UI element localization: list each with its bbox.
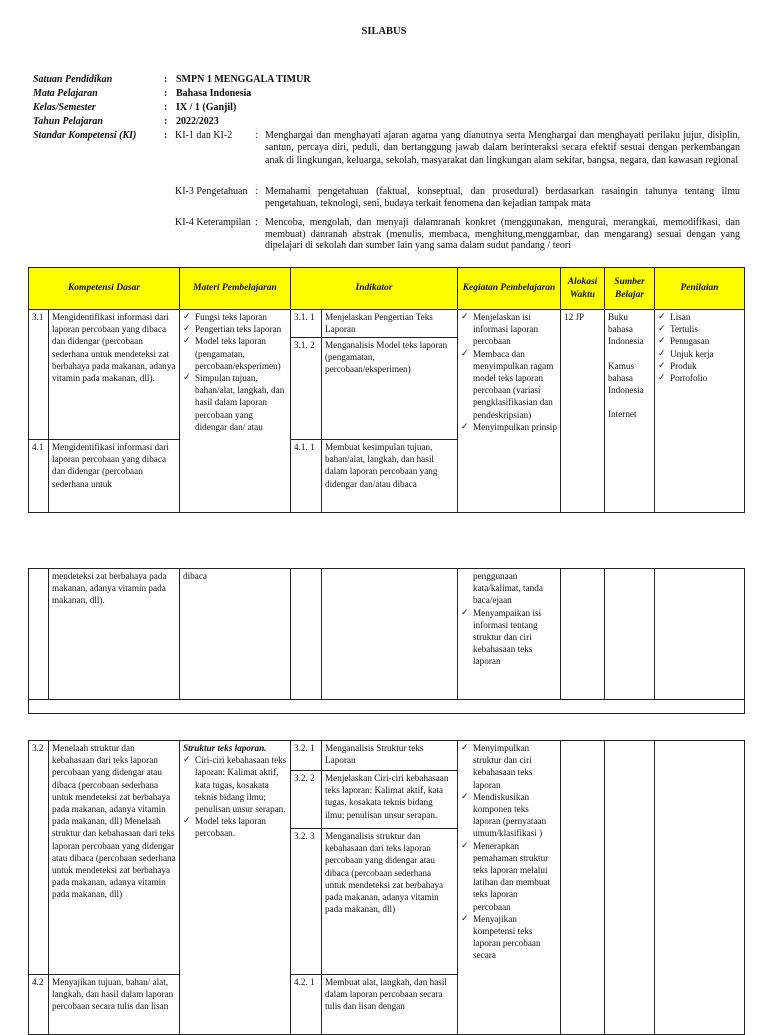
list-item: ✓ Menjelaskan isi informasi laporan percobaan — [461, 311, 557, 348]
list-item: ✓ Penugasan — [658, 335, 741, 347]
list-item: ✓ Menerapkan pemahaman struktur teks laporan melalui latihan dan membuat teks laporan percobaan — [461, 840, 557, 913]
kd-text: Mengidentifikasi informasi dari laporan percobaan yang dibaca dan didengar (percobaan sederhana untuk mendeteksi zat berbahaya pada makanan, adanya vitamin pada makanan, dll). — [49, 310, 180, 440]
kd-number: 3.1 — [29, 310, 49, 440]
header-indikator: Indikator — [291, 268, 458, 310]
sumber-item: Internet — [608, 409, 637, 420]
list-item: ✓ Model teks laporan percobaan. — [183, 815, 287, 839]
syllabus-table-1 — [28, 267, 745, 513]
kd-text: Menelaah struktur dan kebahasaan dari teks laporan percobaan yang didengar atau dibaca (percobaan sederhana untuk mendeteksi zat berbahaya pada makanan, adanya vitamin pada makanan, dll) Menelaah struktur dan kebahasaan dari teks laporan percobaan yang didengar atau dibaca (percobaan sederhana untuk mendeteksi zat berbahaya pada makanan, adanya vitamin pada makanan, dll) — [49, 741, 180, 975]
list-item: ✓ Menyampaikan isi informasi tentang struktur dan ciri kebahasaan teks laporan — [461, 607, 557, 668]
table-row — [29, 741, 745, 771]
kd-text: Menyajikan tujuan, bahan/ alat, langkah, dan hasil dalam laporan percobaan secara tulis dan lisan — [49, 975, 180, 1035]
kd-text: Mengidentifikasi informasi dari laporan percobaan yang dibaca dan didengar (percobaan sederhana untuk — [49, 440, 180, 513]
materi-cell — [180, 310, 291, 513]
header-kegiatan: Kegiatan Pembelajaran — [458, 268, 561, 310]
ki-label: KI-4 Keterampilan — [175, 217, 251, 228]
list-item: ✓ Portofolio — [658, 372, 741, 384]
indikator-number: 3.1. 2 — [291, 338, 322, 440]
ki-text: Memahami pengetahuan (faktual, konseptual, dan prosedural) berdasarkan rasaingin tahunya tentang ilmu pengetahuan, teknologi, seni, budaya terkait fenomena dan kejadian tampak mata — [265, 186, 740, 210]
indikator-number: 3.2. 2 — [291, 771, 322, 829]
indikator-text: Membuat kesimpulan tujuan, bahan/alat, langkah, dan hasil dalam laporan percobaan yang didengar dan/atau dibaca — [322, 440, 458, 513]
header-penilaian: Penilaian — [655, 268, 745, 310]
kegiatan-cell — [458, 569, 561, 700]
ident-value: 2022/2023 — [176, 116, 219, 127]
header-materi: Materi Pembelajaran — [180, 268, 291, 310]
materi-cell: dibaca — [180, 569, 291, 700]
syllabus-table-3 — [28, 740, 745, 1035]
ident-label: Satuan Pendidikan — [33, 74, 113, 85]
indikator-text: Menganalisis Struktur teks Laporan — [322, 741, 458, 771]
ident-label: Kelas/Semester — [33, 102, 96, 113]
syllabus-table-2 — [28, 568, 745, 714]
kegiatan-cell — [458, 741, 561, 1035]
list-item: ✓ Tertulis — [658, 323, 741, 335]
indikator-number: 3.1. 1 — [291, 310, 322, 338]
table-row — [29, 569, 745, 700]
materi-cell — [180, 741, 291, 1035]
list-item: ✓ Pengertian teks laporan — [183, 323, 287, 335]
list-item: ✓ Produk — [658, 360, 741, 372]
header-kd: Kompetensi Dasar — [29, 268, 180, 310]
ident-row-class: Kelas/Semester : IX / 1 (Ganjil) — [33, 102, 237, 113]
indikator-number: 4.2. 1 — [291, 975, 322, 1035]
kegiatan-text: penggunaan kata/kalimat, tanda baca/ejaan — [473, 571, 543, 606]
header-alokasi: Alokasi Waktu — [561, 268, 605, 310]
list-item: ✓ Lisan — [658, 311, 741, 323]
ident-label: Mata Pelajaran — [33, 88, 98, 99]
ki-row-4: KI-4 Keterampilan : Mencoba, mengolah, dan menyaji dalamranah konkret (menggunakan, mengurai, merangkai, memodifikasi, dan membuat) danranah abstrak (menulis, membaca, menghitung,menggambar, dan mengarang) sesuai dengan yang dipelajari di sekolah dan sumber lain yang sama dalam sudut pandang / teori — [175, 217, 740, 251]
kd-text: mendeteksi zat berbahaya pada makanan, adanya vitamin pada makanan, dll). — [49, 569, 180, 700]
kd-number: 3.2 — [29, 741, 49, 975]
header-row — [29, 268, 745, 310]
ident-row-subject: Mata Pelajaran : Bahasa Indonesia — [33, 88, 252, 99]
table-row — [29, 700, 745, 714]
list-item: ✓ Simpulan tujuan, bahan/alat, langkah, dan hasil dalam laporan percobaan yang didengar dan/ atau — [183, 372, 287, 433]
list-item: ✓ Fungsi teks laporan — [183, 311, 287, 323]
list-item: ✓ Mendiskusikan komponen teks laporan (pernyataan umum/klasifikasi ) — [461, 791, 557, 840]
indikator-text: Membuat alat, langkah, dan hasil dalam laporan percobaan secara tulis dan lisan dengan — [322, 975, 458, 1035]
ident-value: Bahasa Indonesia — [176, 88, 252, 99]
document-title: SILABUS — [361, 26, 407, 37]
ident-label: Tahun Pelajaran — [33, 116, 103, 127]
ki-label: KI-1 dan KI-2 — [175, 130, 233, 141]
ident-row-year: Tahun Pelajaran : 2022/2023 — [33, 116, 219, 127]
indikator-text: Menganalisis Model teks laporan (pengamatan, percobaan/eksperimen) — [322, 338, 458, 440]
ident-label: Standar Kompetensi (KI) — [33, 130, 137, 141]
ident-value: IX / 1 (Ganjil) — [176, 102, 237, 113]
ki-text: Menghargai dan menghayati ajaran agama yang dianutnya serta Menghargai dan menghayati perilaku jujur, disiplin, santun, percaya diri, peduli, dan bertanggung jawab dalam berinteraksi secara efektif sesuai dengan perkembangan anak di lingkungan, keluarga, sekolah, masyarakat dan lingkungan alam sekitar, bangsa, negara, dan kawasan regional — [265, 130, 740, 166]
ki-row-1: KI-1 dan KI-2 : Menghargai dan menghayati ajaran agama yang dianutnya serta Menghargai dan menghayati perilaku jujur, disiplin, santun, percaya diri, peduli, dan bertanggung jawab dalam berinteraksi secara efektif sesuai dengan perkembangan anak di lingkungan, keluarga, sekolah, masyarakat dan lingkungan alam sekitar, bangsa, negara, dan kawasan regional — [175, 130, 740, 166]
ident-row-ki: Standar Kompetensi (KI) : — [33, 130, 168, 141]
indikator-text: Menjelaskan Pengertian Teks Laporan — [322, 310, 458, 338]
indikator-number: 4.1. 1 — [291, 440, 322, 513]
list-item: ✓ Model teks laporan (pengamatan, percobaan/eksperimen) — [183, 335, 287, 372]
ki-label: KI-3 Pengetahuan — [175, 186, 248, 197]
kegiatan-cell — [458, 310, 561, 513]
ident-row-school: Satuan Pendidikan : SMPN 1 MENGGALA TIMUR — [33, 74, 311, 85]
table-row — [29, 310, 745, 338]
penilaian-cell — [655, 310, 745, 513]
sumber-cell — [605, 310, 655, 513]
ki-row-3: KI-3 Pengetahuan : Memahami pengetahuan (faktual, konseptual, dan prosedural) berdasarkan rasaingin tahunya tentang ilmu pengetahuan, teknologi, seni, budaya terkait fenomena dan kejadian tampak mata — [175, 186, 740, 210]
kd-number: 4.1 — [29, 440, 49, 513]
indikator-number: 3.2. 3 — [291, 829, 322, 975]
materi-title: Struktur teks laporan. — [183, 743, 267, 753]
list-item: ✓ Menyimpulkan struktur dan ciri kebahasaan teks laporan — [461, 742, 557, 791]
indikator-text: Menganalisis struktur dan kebahasaan dari teks laporan percobaan yang didengar atau dibaca (percobaan sederhana untuk mendeteksi zat berbahaya pada makanan, adanya vitamin pada makanan, dll) — [322, 829, 458, 975]
list-item: ✓ Menyajikan kompetensi teks laporan percobaan secara — [461, 913, 557, 962]
alokasi-cell: 12 JP — [561, 310, 605, 513]
ki-text: Mencoba, mengolah, dan menyaji dalamranah konkret (menggunakan, mengurai, merangkai, memodifikasi, dan membuat) danranah abstrak (menulis, membaca, menghitung,menggambar, dan mengarang) sesuai dengan yang dipelajari di sekolah dan sumber lain yang sama dalam sudut pandang / teori — [265, 217, 740, 251]
indikator-text: Menjelaskan Ciri-ciri kebahasaan teks laporan: Kalimat aktif, kata tugas, kosakata teknis bidang ilmu; penulisan unsur serapan. — [322, 771, 458, 829]
list-item: ✓ Menyimpulkan prinsip — [461, 421, 557, 433]
indikator-number: 3.2. 1 — [291, 741, 322, 771]
sumber-item: Kamus bahasa Indonesia — [608, 360, 644, 396]
list-item: ✓ Unjuk kerja — [658, 348, 741, 360]
list-item: ✓ Ciri-ciri kebahasaan teks laporan: Kalimat aktif, kata tugas, kosakata teknis bidang ilmu; penulisan unsur serapan. — [183, 754, 287, 815]
header-sumber: Sumber Belajar — [605, 268, 655, 310]
kd-number: 4.2 — [29, 975, 49, 1035]
list-item: ✓ Membaca dan menyimpulkan ragam model teks laporan percobaan (variasi pengklasifikasian dan pendeskripsian) — [461, 348, 557, 421]
sumber-item: Buku bahasa Indonesia — [608, 312, 644, 347]
ident-value: SMPN 1 MENGGALA TIMUR — [176, 74, 311, 85]
